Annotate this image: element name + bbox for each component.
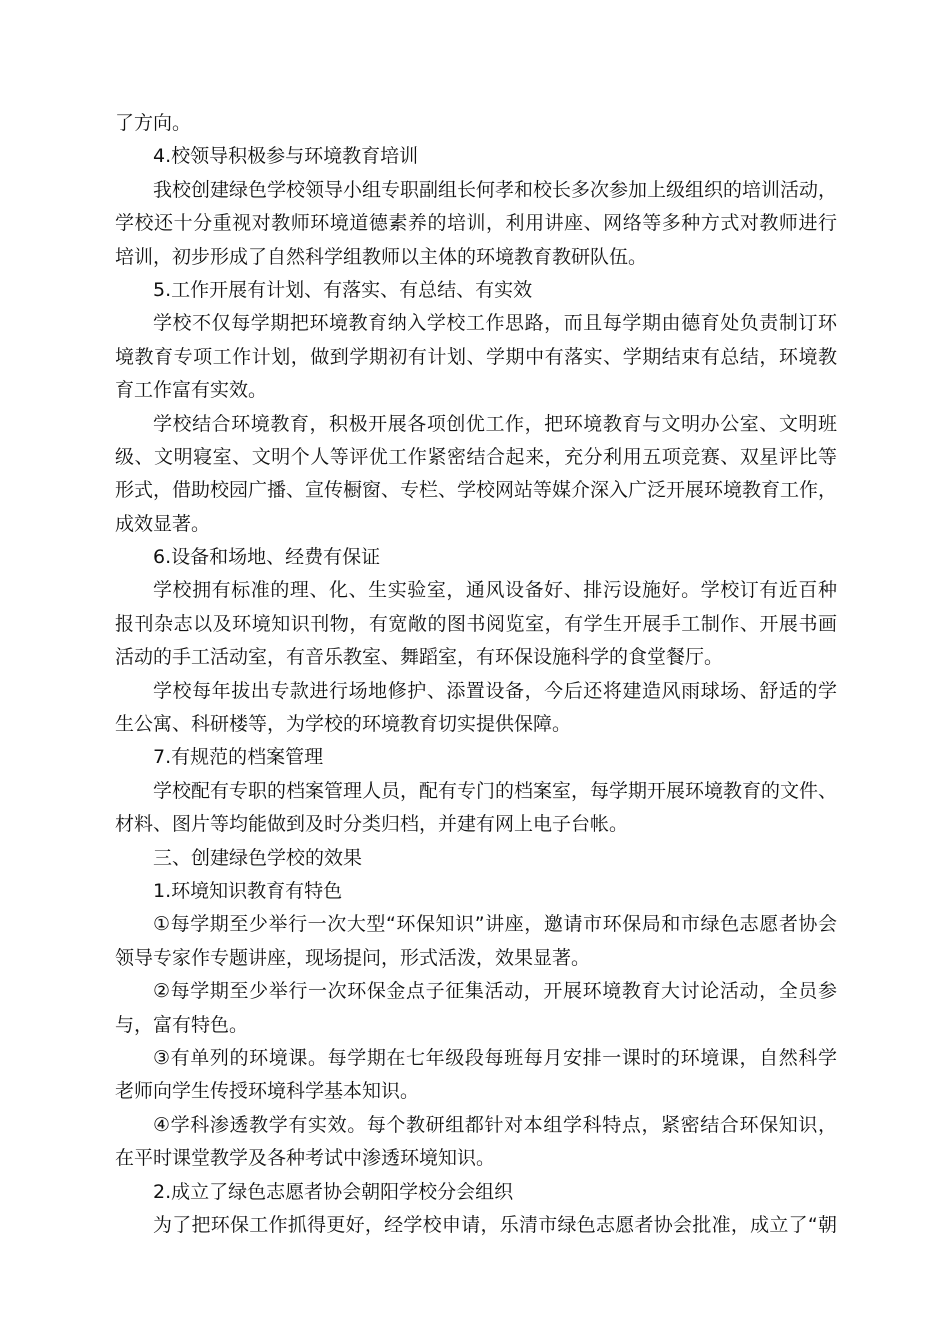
text-line: 为了把环保工作抓得更好，经学校申请，乐清市绿色志愿者协会批准，成立了“朝 <box>153 1213 837 1236</box>
text-line: 学校结合环境教育，积极开展各项创优工作，把环境教育与文明办公室、文明班 <box>153 412 837 435</box>
text-line: 了方向。 <box>115 112 192 134</box>
text-line: 我校创建绿色学校领导小组专职副组长何孝和校长多次参加上级组织的培训活动， <box>153 178 838 201</box>
text-line: 1.环境知识教育有特色 <box>153 879 343 902</box>
text-line: 报刊杂志以及环境知识刊物，有宽敞的图书阅览室，有学生开展手工制作、开展书画 <box>115 612 837 635</box>
text-line: 学校还十分重视对教师环境道德素养的培训，利用讲座、网络等多种方式对教师进行 <box>115 212 837 235</box>
text-line: ②每学期至少举行一次环保金点子征集活动，开展环境教育大讨论活动，全员参 <box>153 980 837 1003</box>
document-page <box>115 107 837 1242</box>
text-line: 学校每年拔出专款进行场地修护、添置设备，今后还将建造风雨球场、舒适的学 <box>153 679 837 702</box>
text-line: 活动的手工活动室，有音乐教室、舞蹈室，有环保设施科学的食堂餐厅。 <box>115 646 724 669</box>
text-line: 领导专家作专题讲座，现场提问，形式活泼，效果显著。 <box>115 946 591 969</box>
text-line: 生公寓、科研楼等，为学校的环境教育切实提供保障。 <box>115 713 572 736</box>
text-line: 境教育专项工作计划，做到学期初有计划、学期中有落实、学期结束有总结，环境教 <box>115 345 837 368</box>
text-line: 2.成立了绿色志愿者协会朝阳学校分会组织 <box>153 1180 514 1203</box>
text-line: 三、创建绿色学校的效果 <box>153 846 363 869</box>
text-line: ①每学期至少举行一次大型“环保知识”讲座，邀请市环保局和市绿色志愿者协会 <box>153 913 837 936</box>
text-line: 5.工作开展有计划、有落实、有总结、有实效 <box>153 278 533 301</box>
text-line: 培训，初步形成了自然科学组教师以主体的环境教育教研队伍。 <box>115 245 648 268</box>
text-line: 学校拥有标准的理、化、生实验室，通风设备好、排污设施好。学校订有近百种 <box>153 579 837 602</box>
text-line: 在平时课堂教学及各种考试中渗透环境知识。 <box>115 1147 496 1170</box>
text-line: 育工作富有实效。 <box>115 379 268 402</box>
text-line: 6.设备和场地、经费有保证 <box>153 546 381 569</box>
text-line: ④学科渗透教学有实效。每个教研组都针对本组学科特点，紧密结合环保知识， <box>153 1113 837 1136</box>
text-line: 级、文明寝室、文明个人等评优工作紧密结合起来，充分利用五项竞赛、双星评比等 <box>115 445 837 468</box>
text-line: 7.有规范的档案管理 <box>153 746 324 769</box>
text-line: 老师向学生传授环境科学基本知识。 <box>115 1080 420 1103</box>
text-line: 学校不仅每学期把环境教育纳入学校工作思路，而且每学期由德育处负责制订环 <box>153 312 837 335</box>
text-line: 4.校领导积极参与环境教育培训 <box>153 145 419 168</box>
text-line: 材料、图片等均能做到及时分类归档，并建有网上电子台帐。 <box>115 813 629 836</box>
text-line: ③有单列的环境课。每学期在七年级段每班每月安排一课时的环境课，自然科学 <box>153 1046 837 1069</box>
text-line: 学校配有专职的档案管理人员，配有专门的档案室，每学期开展环境教育的文件、 <box>153 779 838 802</box>
text-line: 形式，借助校园广播、宣传橱窗、专栏、学校网站等媒介深入广泛开展环境教育工作， <box>115 479 838 502</box>
text-line: 与，富有特色。 <box>115 1013 249 1036</box>
text-line: 成效显著。 <box>115 512 211 535</box>
